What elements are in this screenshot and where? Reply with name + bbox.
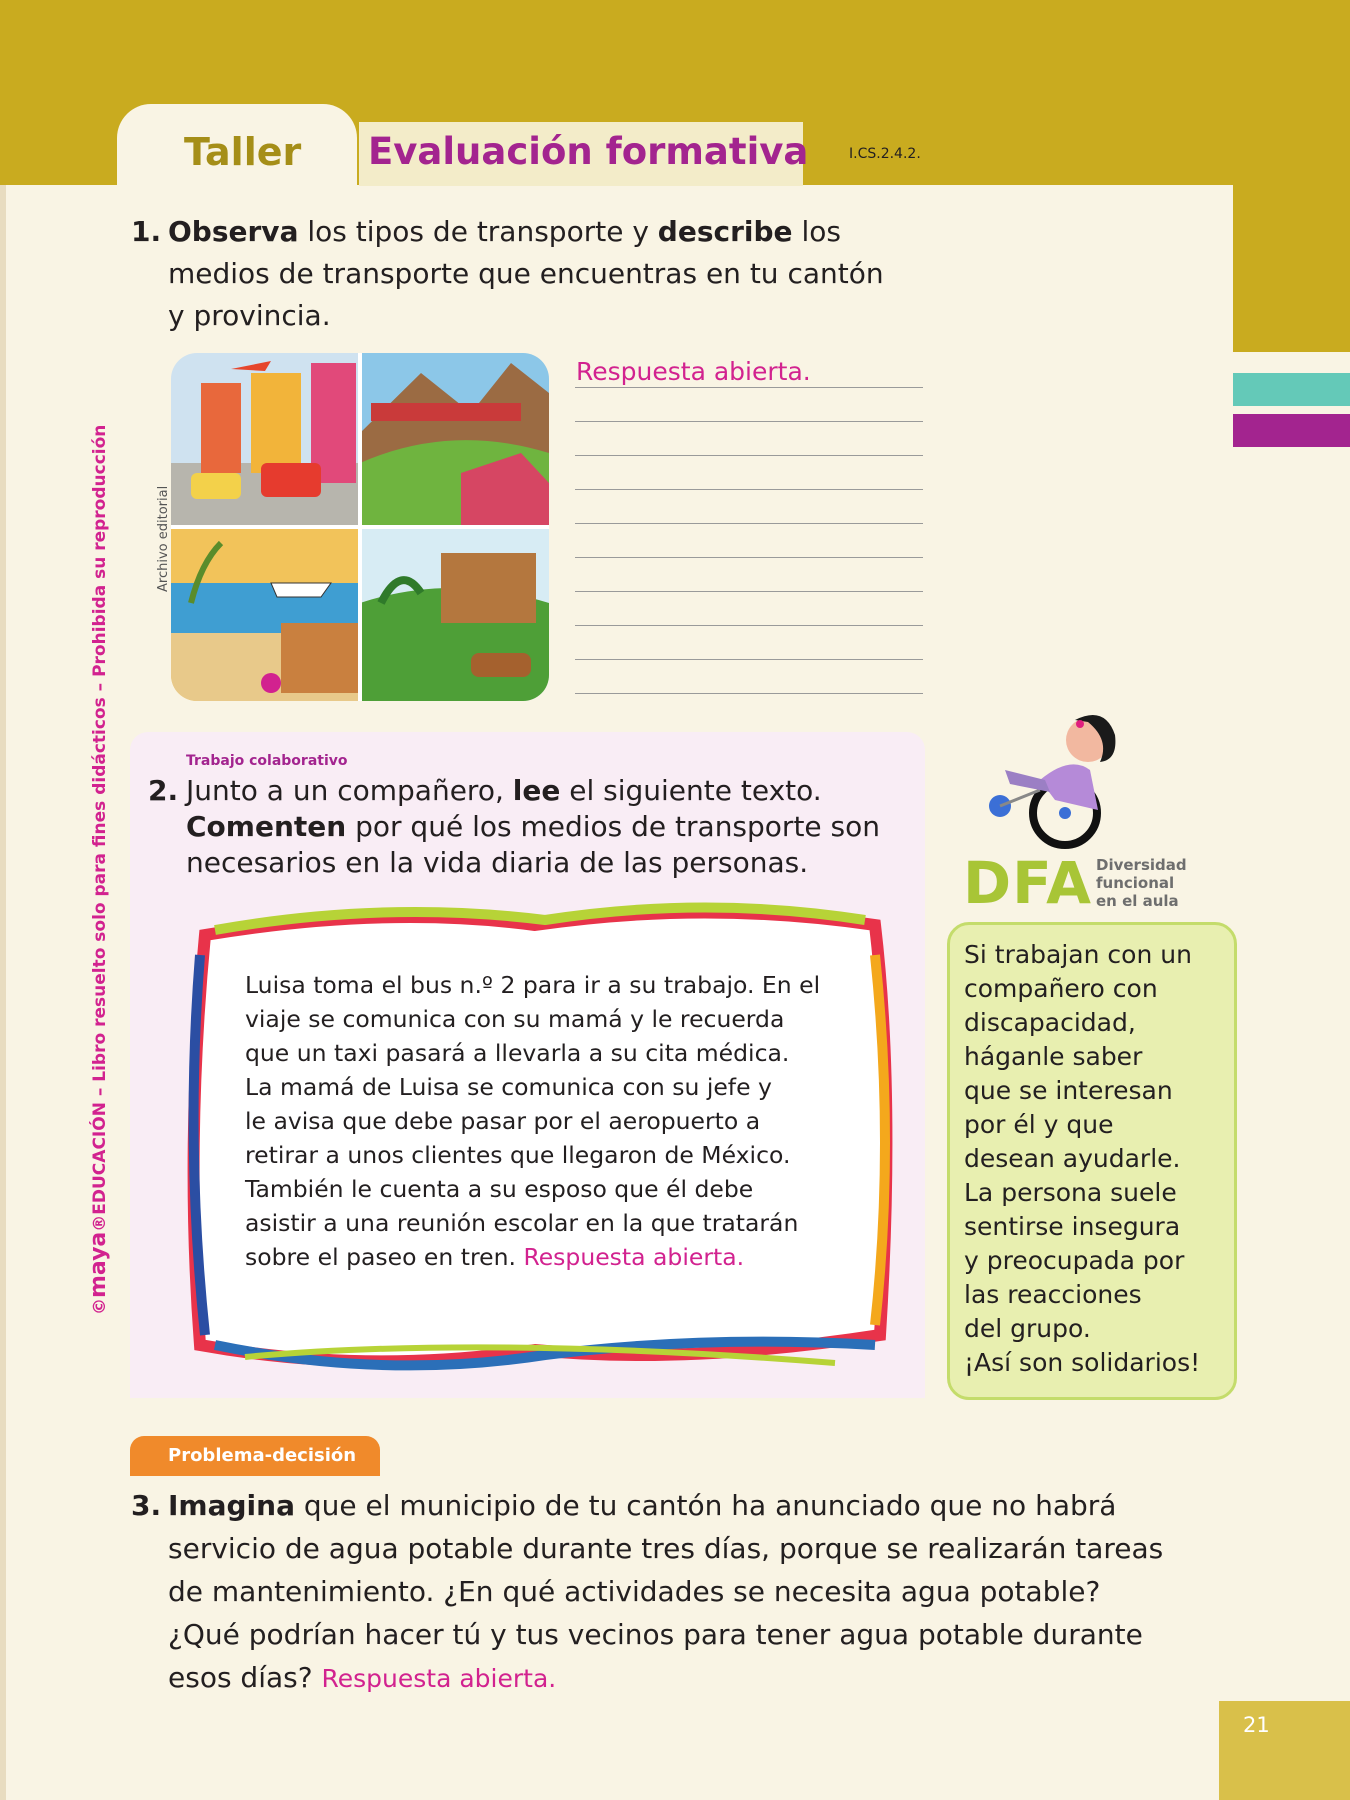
taxi bbox=[191, 473, 241, 499]
taller-label: Taller bbox=[184, 130, 302, 174]
q2-number: 2. bbox=[148, 774, 179, 807]
q1-number: 1. bbox=[131, 215, 162, 248]
train bbox=[371, 403, 521, 421]
stilt-house bbox=[441, 553, 536, 623]
problem-decision-tab: Problema-decisión bbox=[130, 1436, 380, 1476]
page-number: 21 bbox=[1243, 1713, 1270, 1737]
answer-line[interactable] bbox=[575, 421, 923, 422]
q2-line-3: necesarios en la vida diaria de las personas. bbox=[186, 846, 809, 879]
answer-line[interactable] bbox=[575, 387, 923, 388]
answer-line[interactable] bbox=[575, 659, 923, 660]
dfa-text: Si trabajan con un compañero con discapacidad, háganle saber que se interesan por él y que desean ayudarle. La persona suele sentirse insegura y preocupada por las reacciones del grupo. ¡Así son solidarios! bbox=[964, 940, 1201, 1377]
girl-body bbox=[1040, 764, 1098, 810]
purple-stripe bbox=[1233, 414, 1350, 447]
q1-line-2: medios de transporte que encuentras en tu cantón bbox=[168, 257, 884, 290]
q3-number: 3. bbox=[131, 1489, 162, 1522]
motorcycle bbox=[261, 673, 281, 693]
page-number-box bbox=[1219, 1701, 1350, 1800]
q2-answer: Respuesta abierta. bbox=[523, 1243, 745, 1271]
q3-line-3: de mantenimiento. ¿En qué actividades se necesita agua potable? bbox=[168, 1575, 1101, 1608]
right-color-band bbox=[1233, 0, 1350, 352]
q2-line-1: Junto a un compañero, lee el siguiente texto. bbox=[186, 774, 822, 807]
answer-line[interactable] bbox=[575, 455, 923, 456]
section-title: Evaluación formativa bbox=[368, 130, 809, 173]
q3-line-4: ¿Qué podrían hacer tú y tus vecinos para tener agua potable durante bbox=[168, 1618, 1143, 1651]
image-credit: Archivo editorial bbox=[156, 485, 171, 592]
ship bbox=[271, 583, 331, 597]
answer-line[interactable] bbox=[575, 591, 923, 592]
copyright-sidebar: ©maya®EDUCACIÓN – Libro resuelto solo para fines didácticos – Prohibida su reproducción bbox=[86, 424, 111, 1315]
reading-text: Luisa toma el bus n.º 2 para ir a su trabajo. En el viaje se comunica con su mamá y le recuerda que un taxi pasará a llevarla a su cita médica. La mamá de Luisa se comunica con su jefe y le avisa que debe pasar por el aeropuerto a retirar a unos clientes que llegaron de México. También le cuenta a su esposo que él debe asistir a una reunión escolar en la que tratarán sobre el paseo en tren. Respuesta abierta. bbox=[245, 971, 821, 1271]
q1-line-1: Observa los tipos de transporte y describe los bbox=[168, 215, 841, 248]
q3-line-5: esos días? Respuesta abierta. bbox=[168, 1661, 557, 1694]
dfa-subtitle: Diversidad funcional en el aula bbox=[1096, 856, 1187, 910]
transport-illustration bbox=[171, 353, 549, 701]
answer-line[interactable] bbox=[575, 557, 923, 558]
left-edge bbox=[0, 185, 6, 1800]
collaborative-label: Trabajo colaborativo bbox=[186, 753, 348, 769]
answer-line[interactable] bbox=[575, 523, 923, 524]
q3-line-2: servicio de agua potable durante tres días, porque se realizarán tareas bbox=[168, 1532, 1164, 1565]
q2-line-2: Comenten por qué los medios de transporte son bbox=[186, 810, 881, 843]
transport-scenes bbox=[171, 353, 549, 701]
answer-line[interactable] bbox=[575, 693, 923, 694]
taller-tab bbox=[117, 104, 357, 186]
horse bbox=[471, 653, 531, 677]
q3-answer: Respuesta abierta. bbox=[321, 1664, 557, 1693]
q1-line-3: y provincia. bbox=[168, 299, 331, 332]
city-building bbox=[201, 383, 241, 473]
city-building bbox=[251, 373, 301, 473]
market-stall bbox=[281, 623, 360, 693]
evaluation-tab bbox=[359, 122, 809, 186]
legs bbox=[1005, 770, 1050, 792]
curriculum-code: I.CS.2.4.2. bbox=[849, 146, 921, 162]
teal-stripe bbox=[1233, 373, 1350, 406]
bus bbox=[261, 463, 321, 497]
q3-line-1: Imagina que el municipio de tu cantón ha anunciado que no habrá bbox=[168, 1489, 1117, 1522]
wheelchair-girl-illustration bbox=[980, 700, 1140, 860]
answer-line[interactable] bbox=[575, 489, 923, 490]
answer-line[interactable] bbox=[575, 625, 923, 626]
q1-answer: Respuesta abierta. bbox=[576, 357, 811, 386]
dfa-logo: DFA bbox=[963, 849, 1092, 917]
